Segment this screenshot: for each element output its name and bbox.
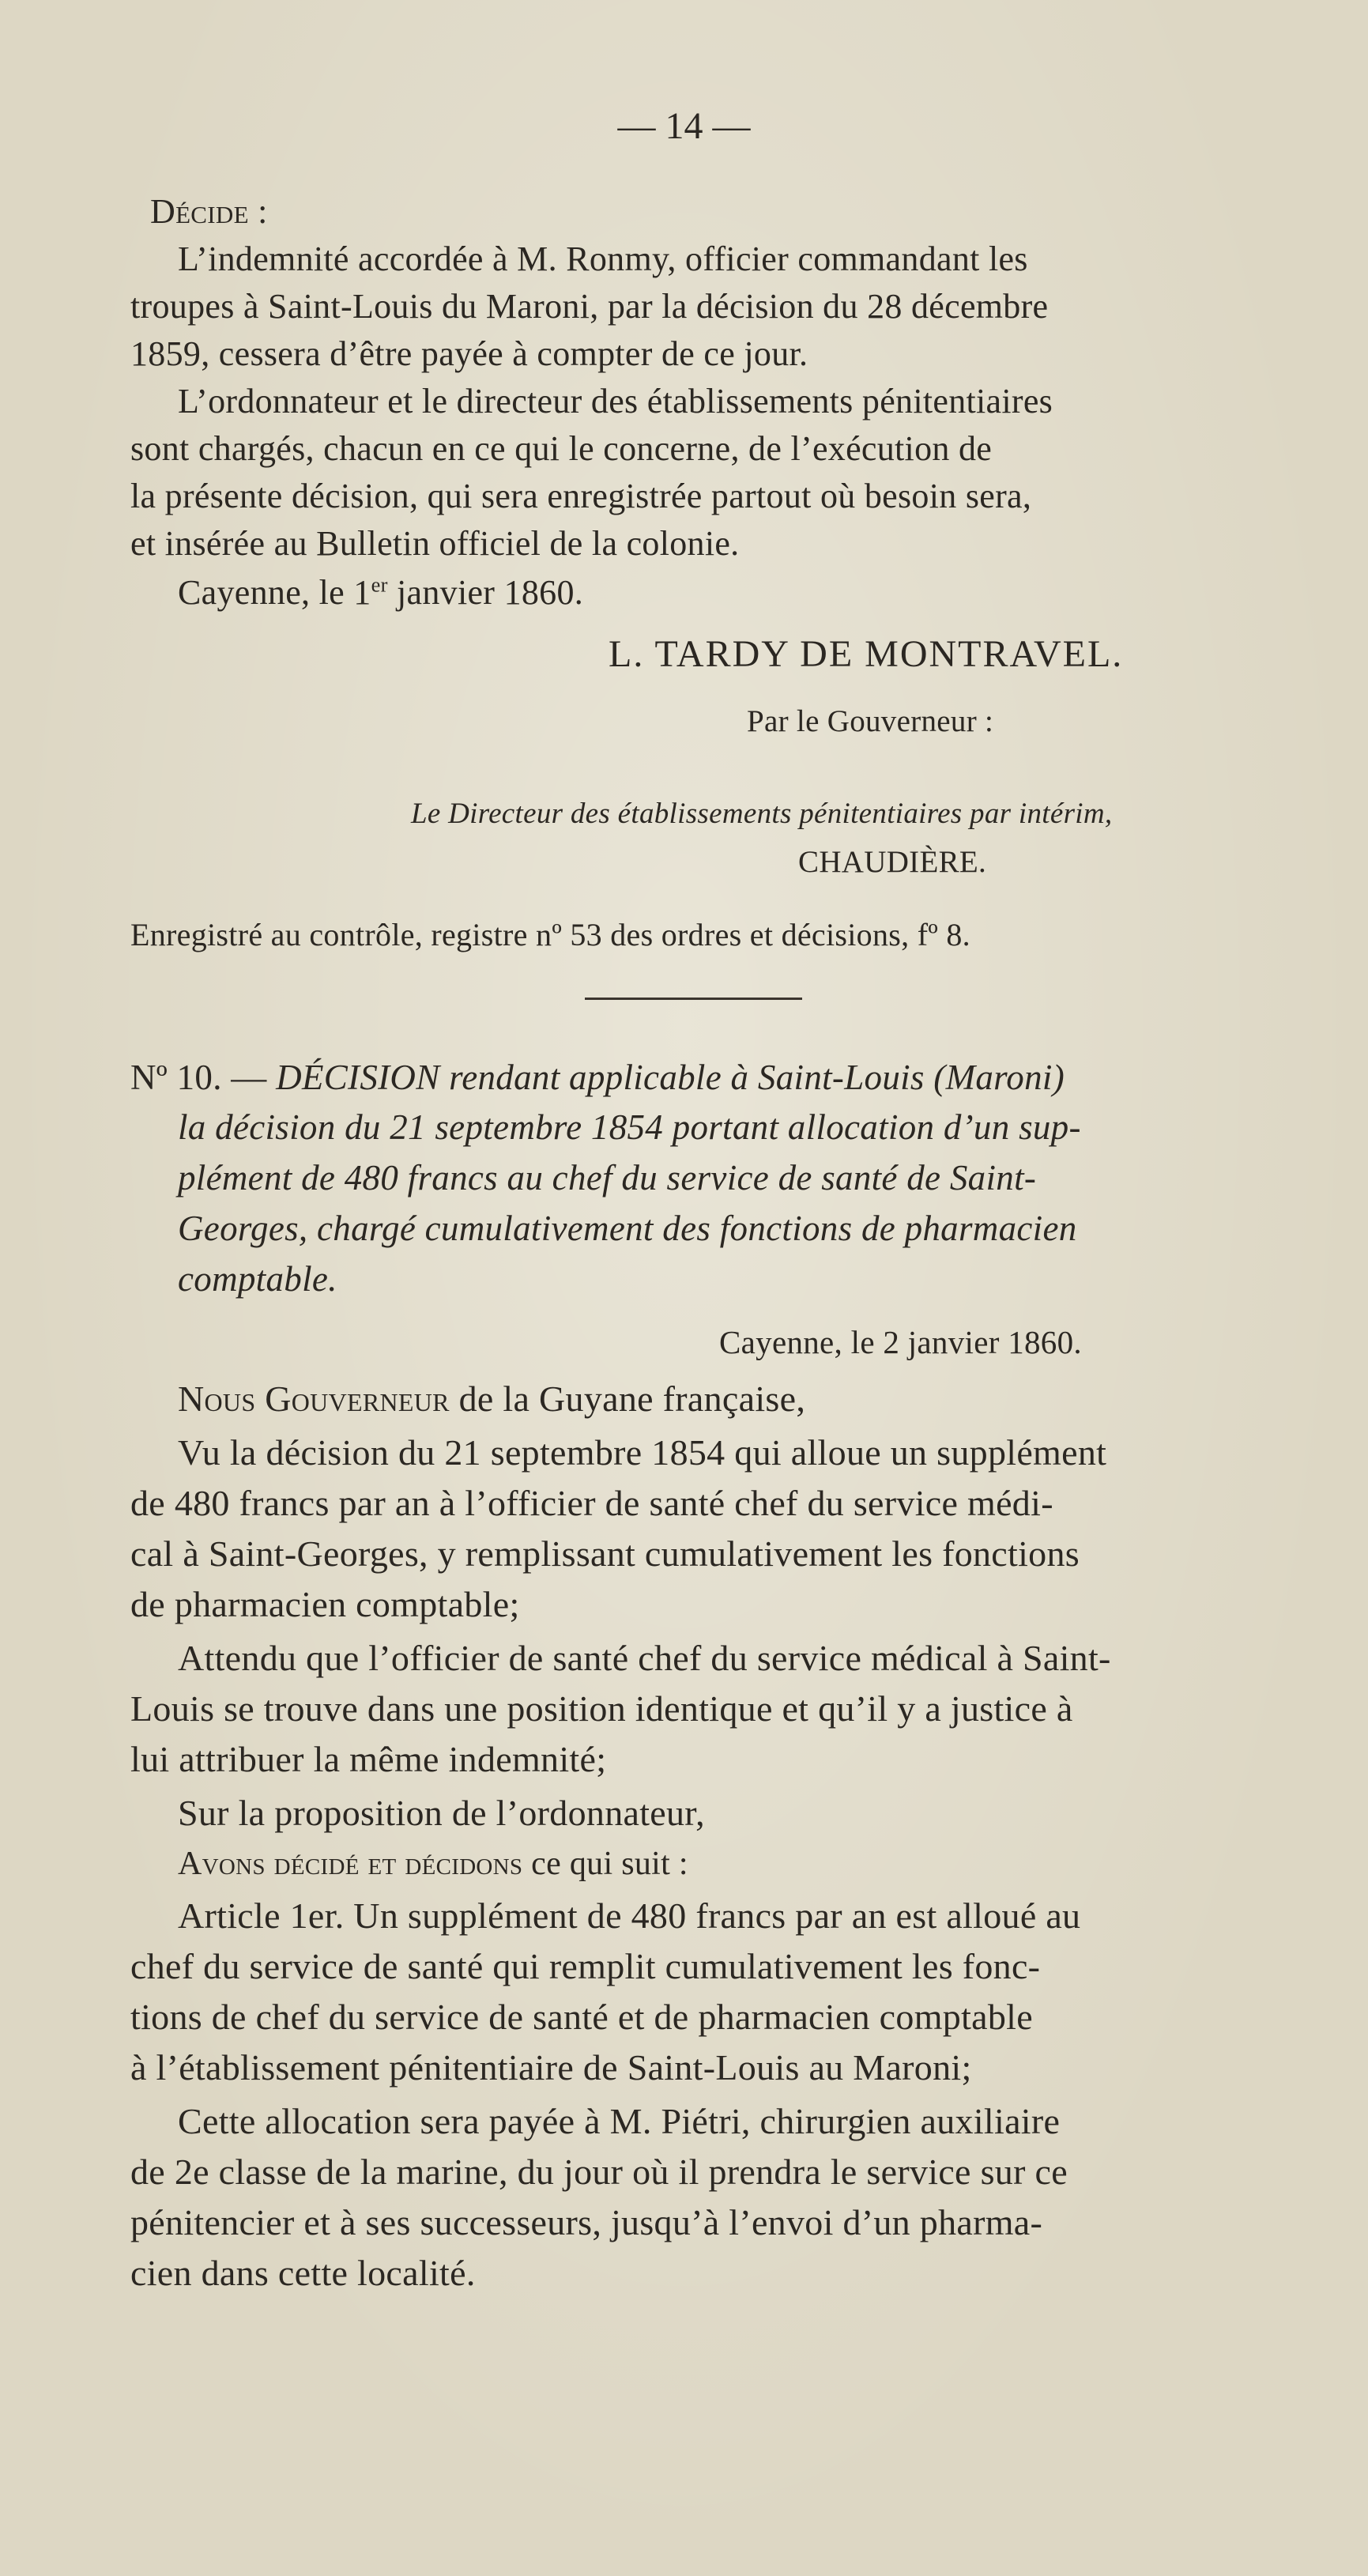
text-line: L’ordonnateur et le directeur des établissements pénitentiaires [178, 382, 1053, 421]
text-line: et insérée au Bulletin officiel de la colonie. [130, 524, 740, 563]
registration-note: Enregistré au contrôle, registre nº 53 des ordres et décisions, fº 8. [130, 917, 970, 952]
text-line: tions de chef du service de santé et de pharmacien comptable [130, 1997, 1033, 2037]
par-le-gouverneur: Par le Gouverneur : [747, 704, 994, 738]
date-prefix: Cayenne, le 1 [178, 573, 371, 612]
avons-decide: Avons décidé et décidons [178, 1846, 523, 1882]
avons-line [178, 1842, 688, 1886]
date-sup: er [371, 572, 388, 597]
avons-rest: ce qui suit : [522, 1846, 688, 1882]
text-line: chef du service de santé qui remplit cumulativement les fonc- [130, 1946, 1041, 1986]
decision-10-heading-line [130, 1055, 1065, 1099]
nous-rest: de la Guyane française, [449, 1379, 806, 1419]
nous-gouverneur: Nous Gouverneur [178, 1379, 450, 1419]
text-line: troupes à Saint-Louis du Maroni, par la décision du 28 décembre [130, 287, 1049, 326]
section-divider [585, 998, 802, 1000]
decision-number: Nº 10. — [130, 1058, 277, 1097]
text-line: Attendu que l’officier de santé chef du service médical à Saint- [178, 1638, 1111, 1678]
date-suffix: janvier 1860. [387, 573, 584, 612]
text-line: L’indemnité accordée à M. Ronmy, officier commandant les [178, 239, 1028, 278]
text-line: Cette allocation sera payée à M. Piétri, chirurgien auxiliaire [178, 2101, 1061, 2141]
nous-gouverneur-line [178, 1377, 805, 1421]
heading-line: comptable. [178, 1259, 337, 1299]
text-line: Louis se trouve dans une position identique et qu’il y a justice à [130, 1688, 1073, 1729]
text-line: de pharmacien comptable; [130, 1584, 520, 1624]
text-line: de 2e classe de la marine, du jour où il prendra le service sur ce [130, 2152, 1068, 2192]
governor-signature: L. TARDY DE MONTRAVEL. [609, 633, 1124, 675]
text-line: Sur la proposition de l’ordonnateur, [178, 1793, 705, 1833]
place-date: Cayenne, le 2 janvier 1860. [719, 1324, 1082, 1360]
text-line: à l’établissement pénitentiaire de Saint-Louis au Maroni; [130, 2047, 972, 2088]
text-line: Article 1er. Un supplément de 480 francs par an est alloué au [178, 1895, 1081, 1936]
heading-line: plément de 480 francs au chef du service de santé de Saint- [178, 1158, 1037, 1197]
heading-line: Georges, chargé cumulativement des fonctions de pharmacien [178, 1209, 1077, 1248]
text-line: lui attribuer la même indemnité; [130, 1739, 607, 1779]
text-line: pénitencier et à ses successeurs, jusqu’à l’envoi d’un pharma- [130, 2202, 1043, 2242]
text-line: cien dans cette localité. [130, 2253, 476, 2293]
text-line: cal à Saint-Georges, y remplissant cumulativement les fonctions [130, 1533, 1080, 1574]
decision-title: DÉCISION rendant applicable à Saint-Louis (Maroni) [276, 1058, 1065, 1097]
page-number: — 14 — [617, 105, 751, 147]
text-line: 1859, cessera d’être payée à compter de ce jour. [130, 334, 808, 373]
text-line: Vu la décision du 21 septembre 1854 qui alloue un supplément [178, 1432, 1107, 1473]
directeur-name: CHAUDIÈRE. [798, 845, 987, 879]
directeur-title: Le Directeur des établissements pénitentiaires par intérim, [411, 798, 1113, 830]
heading-line: la décision du 21 septembre 1854 portant allocation d’un sup- [178, 1107, 1081, 1147]
text-line: de 480 francs par an à l’officier de santé chef du service médi- [130, 1483, 1053, 1523]
decide-label: Décide : [150, 192, 268, 231]
date-line [178, 571, 583, 615]
text-line: sont chargés, chacun en ce qui le concerne, de l’exécution de [130, 429, 993, 468]
text-line: la présente décision, qui sera enregistrée partout où besoin sera, [130, 477, 1032, 515]
